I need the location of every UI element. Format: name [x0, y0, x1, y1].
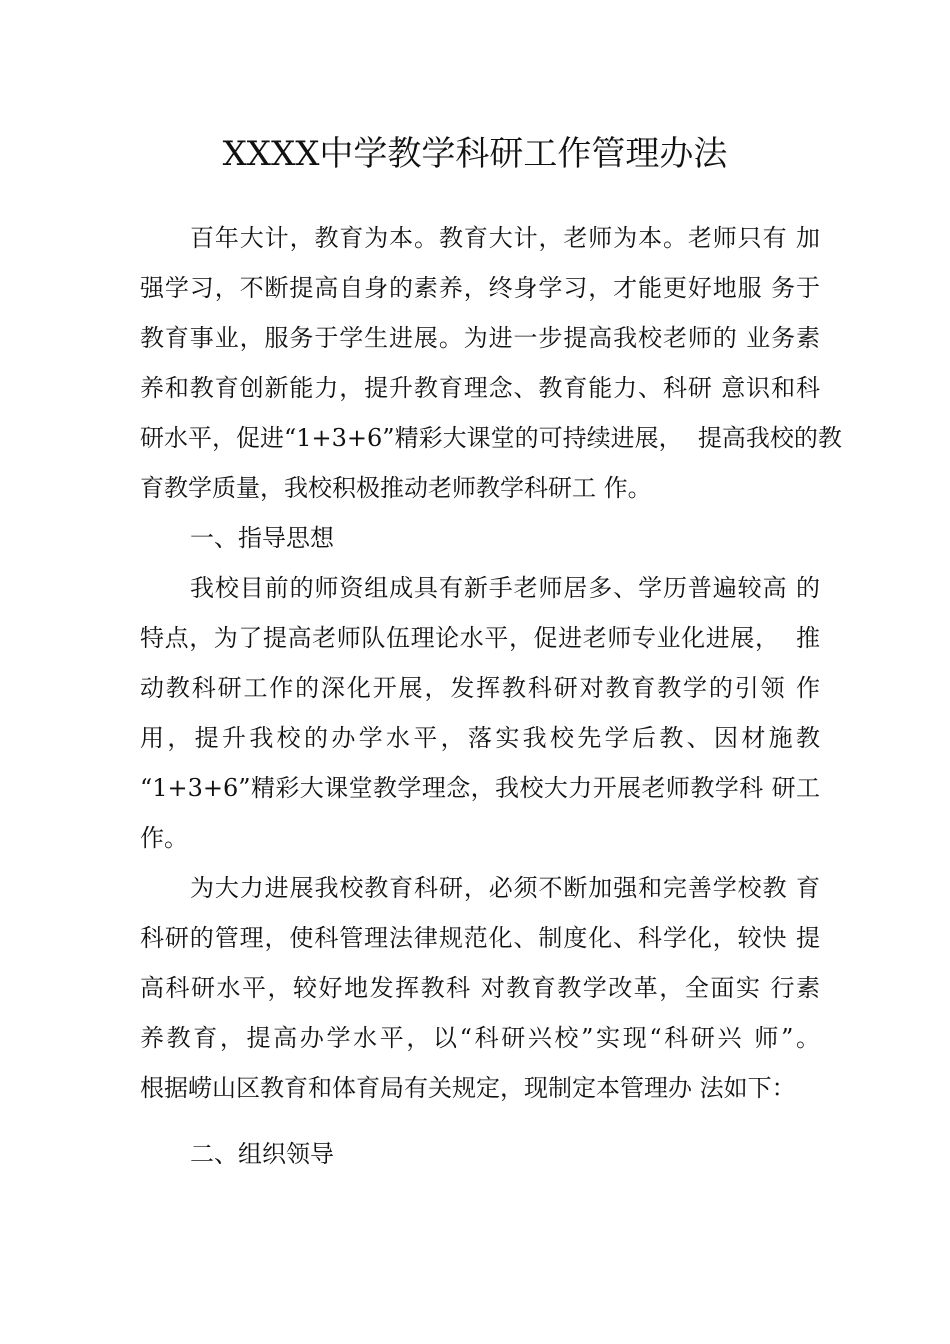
paragraph-line: 为大力进展我校教育科研，必须不断加强和完善学校教 育 — [190, 874, 820, 902]
paragraph-line: 强学习，不断提高自身的素养，终身学习，才能更好地服 务于 — [140, 274, 820, 302]
paragraph-line: 用，提升我校的办学水平，落实我校先学后教、因材施教 — [140, 724, 820, 752]
paragraph-line: 研水平，促进“1+3+6”精彩大课堂的可持续进展， 提高我校的教 — [140, 424, 842, 452]
paragraph-line: 根据崂山区教育和体育局有关规定，现制定本管理办 法如下： — [140, 1074, 796, 1102]
paragraph-line: 我校目前的师资组成具有新手老师居多、学历普遍较高 的 — [190, 574, 820, 602]
paragraph-line: 教育事业，服务于学生进展。为进一步提高我校老师的 业务素 — [140, 324, 820, 352]
paragraph-line: 养教育，提高办学水平，以“科研兴校”实现“科研兴 师”。 — [140, 1024, 820, 1052]
paragraph-line: 作。 — [140, 824, 188, 852]
paragraph-line: 动教科研工作的深化开展，发挥教科研对教育教学的引领 作 — [140, 674, 820, 702]
paragraph-line: 育教学质量，我校积极推动老师教学科研工 作。 — [140, 474, 652, 502]
section-heading: 二、组织领导 — [190, 1140, 334, 1168]
document-title: XXXX中学教学科研工作管理办法 — [222, 134, 728, 174]
paragraph-line: 高科研水平，较好地发挥教科 对教育教学改革，全面实 行素 — [140, 974, 820, 1002]
paragraph-line: 百年大计，教育为本。教育大计，老师为本。老师只有 加 — [190, 224, 820, 252]
paragraph-line: 养和教育创新能力，提升教育理念、教育能力、科研 意识和科 — [140, 374, 820, 402]
paragraph-line: “1+3+6”精彩大课堂教学理念，我校大力开展老师教学科 研工 — [140, 774, 820, 802]
paragraph-line: 科研的管理，使科管理法律规范化、制度化、科学化，较快 提 — [140, 924, 820, 952]
section-heading: 一、指导思想 — [190, 524, 334, 552]
paragraph-line: 特点，为了提高老师队伍理论水平，促进老师专业化进展， 推 — [140, 624, 820, 652]
